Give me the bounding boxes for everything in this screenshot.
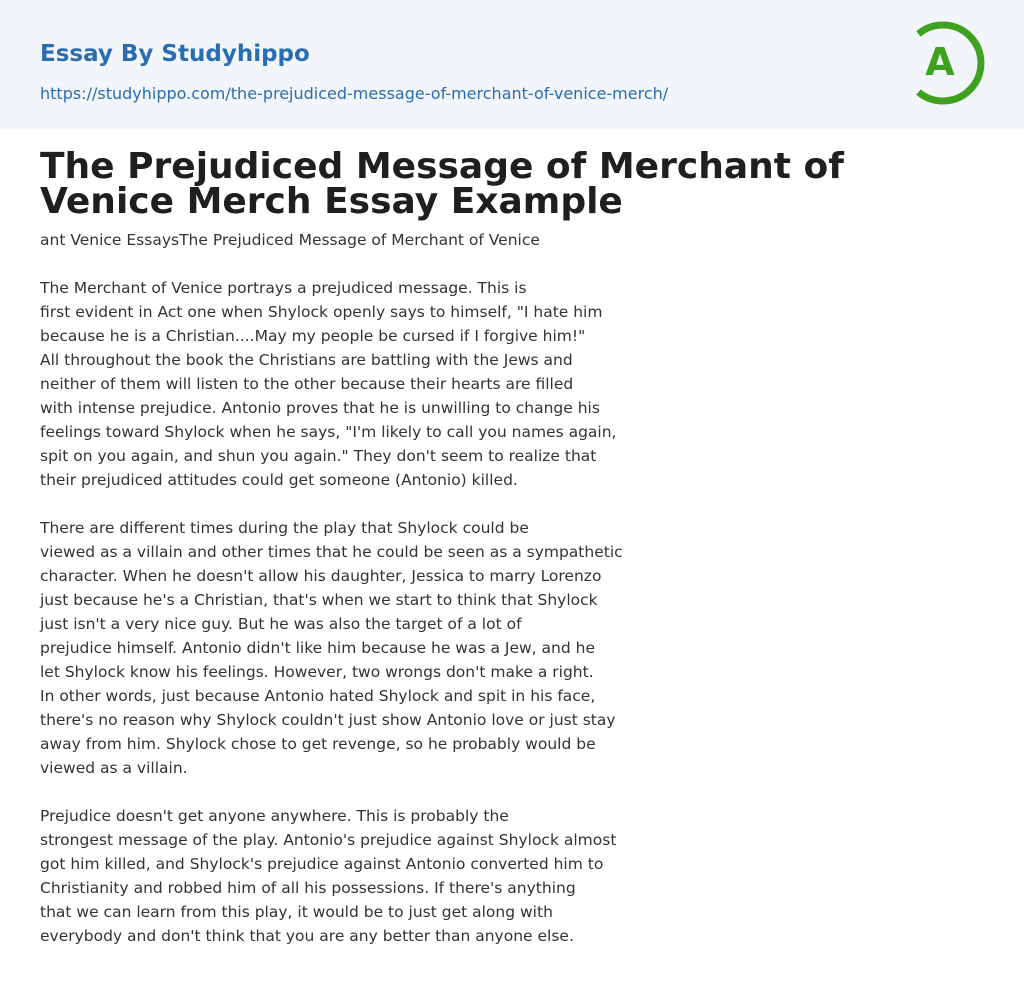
essay-paragraph-2 [40, 516, 660, 780]
essay-line: spit on you again, and shun you again." They don't seem to realize that [40, 447, 597, 465]
essay-line: In other words, just because Antonio hated Shylock and spit in his face, [40, 687, 596, 705]
essay-line: neither of them will listen to the other because their hearts are filled [40, 375, 574, 393]
essay-line: with intense prejudice. Antonio proves that he is unwilling to change his [40, 399, 600, 417]
brand-title[interactable]: Essay By Studyhippo [40, 41, 310, 67]
essay-line: Prejudice doesn't get anyone anywhere. This is probably the [40, 807, 509, 825]
essay-line: let Shylock know his feelings. However, two wrongs don't make a right. [40, 663, 594, 681]
essay-line: first evident in Act one when Shylock openly says to himself, "I hate him [40, 303, 603, 321]
essay-line: everybody and don't think that you are any better than anyone else. [40, 927, 574, 945]
article-subtitle: ant Venice EssaysThe Prejudiced Message of Merchant of Venice [40, 231, 540, 249]
essay-line: character. When he doesn't allow his daughter, Jessica to marry Lorenzo [40, 567, 602, 585]
page-title: The Prejudiced Message of Merchant of Venice Merch Essay Example [40, 146, 844, 222]
essay-line: away from him. Shylock chose to get revenge, so he probably would be [40, 735, 596, 753]
essay-line: feelings toward Shylock when he says, "I'm likely to call you names again, [40, 423, 617, 441]
essay-body [40, 276, 660, 972]
essay-line: viewed as a villain and other times that he could be seen as a sympathetic [40, 543, 623, 561]
essay-line: viewed as a villain. [40, 759, 188, 777]
essay-line: because he is a Christian....May my people be cursed if I forgive him!" [40, 327, 586, 345]
essay-line: The Merchant of Venice portrays a prejudiced message. This is [40, 279, 527, 297]
page-url-link[interactable]: https://studyhippo.com/the-prejudiced-message-of-merchant-of-venice-merch/ [40, 84, 669, 103]
essay-line: There are different times during the play that Shylock could be [40, 519, 529, 537]
site-header [0, 0, 1024, 129]
essay-line: Christianity and robbed him of all his possessions. If there's anything [40, 879, 576, 897]
logo-letter: A [925, 40, 955, 84]
essay-line: All throughout the book the Christians are battling with the Jews and [40, 351, 573, 369]
essay-line: just isn't a very nice guy. But he was also the target of a lot of [40, 615, 522, 633]
essay-line: just because he's a Christian, that's when we start to think that Shylock [40, 591, 598, 609]
essay-line: strongest message of the play. Antonio's prejudice against Shylock almost [40, 831, 617, 849]
essay-line: that we can learn from this play, it would be to just get along with [40, 903, 553, 921]
essay-line: prejudice himself. Antonio didn't like him because he was a Jew, and he [40, 639, 595, 657]
essay-line: there's no reason why Shylock couldn't just show Antonio love or just stay [40, 711, 616, 729]
essay-paragraph-3 [40, 804, 660, 948]
essay-line: their prejudiced attitudes could get someone (Antonio) killed. [40, 471, 518, 489]
studyhippo-logo-icon[interactable] [912, 19, 988, 107]
essay-line: got him killed, and Shylock's prejudice against Antonio converted him to [40, 855, 604, 873]
essay-paragraph-1 [40, 276, 660, 492]
